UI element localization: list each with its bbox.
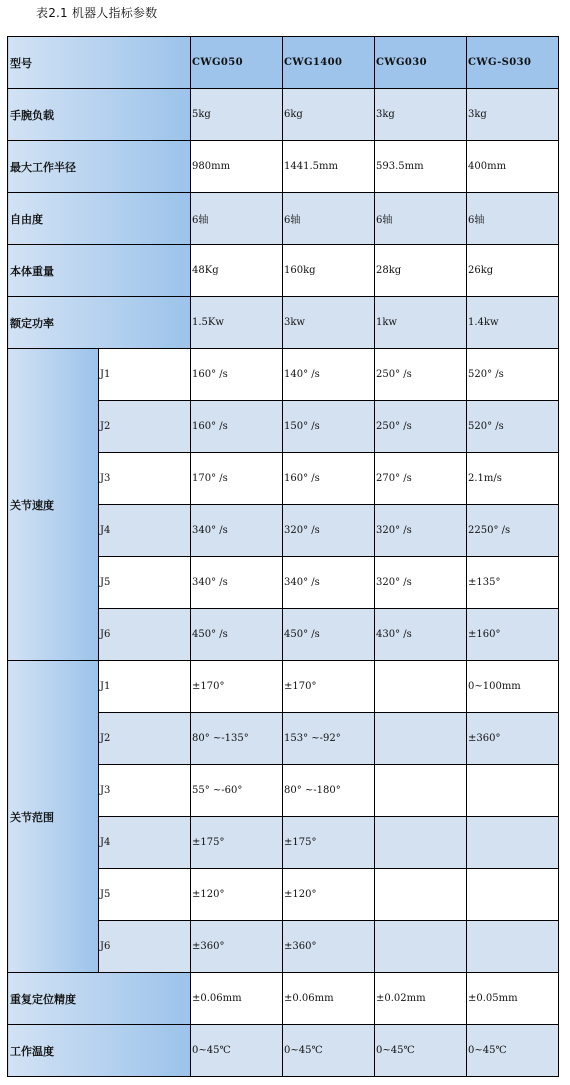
table-cell: 6轴 bbox=[283, 193, 375, 245]
table-cell bbox=[467, 765, 559, 817]
table-row bbox=[8, 1025, 559, 1077]
table-cell: ±120° bbox=[191, 869, 283, 921]
table-cell: 593.5mm bbox=[375, 141, 467, 193]
table-cell: ±175° bbox=[283, 817, 375, 869]
row-label: 手腕负载 bbox=[8, 89, 191, 141]
table-row bbox=[8, 141, 559, 193]
table-cell: ±360° bbox=[191, 921, 283, 973]
table-cell bbox=[375, 713, 467, 765]
table-cell: ±170° bbox=[283, 661, 375, 713]
joint-label: J6 bbox=[99, 921, 191, 973]
table-cell: 520° /s bbox=[467, 401, 559, 453]
table-cell: 340° /s bbox=[191, 505, 283, 557]
column-header: CWG1400 bbox=[283, 37, 375, 89]
table-cell: 3kg bbox=[467, 89, 559, 141]
table-cell: 160° /s bbox=[283, 453, 375, 505]
table-cell: 1.5Kw bbox=[191, 297, 283, 349]
table-cell: 320° /s bbox=[283, 505, 375, 557]
table-cell: 153° ~-92° bbox=[283, 713, 375, 765]
table-cell: 5kg bbox=[191, 89, 283, 141]
table-cell: 320° /s bbox=[375, 557, 467, 609]
table-row bbox=[8, 973, 559, 1025]
table-cell: 170° /s bbox=[191, 453, 283, 505]
row-label-model: 型号 bbox=[8, 37, 191, 89]
table-cell: 400mm bbox=[467, 141, 559, 193]
joint-label: J2 bbox=[99, 401, 191, 453]
table-cell: 80° ~-135° bbox=[191, 713, 283, 765]
table-cell: 270° /s bbox=[375, 453, 467, 505]
joint-label: J1 bbox=[99, 661, 191, 713]
table-row bbox=[8, 193, 559, 245]
row-label: 重复定位精度 bbox=[8, 973, 191, 1025]
table-cell: 160° /s bbox=[191, 349, 283, 401]
table-cell: 0~45℃ bbox=[191, 1025, 283, 1077]
group-label-joint-speed: 关节速度 bbox=[8, 349, 99, 661]
table-cell: 6轴 bbox=[375, 193, 467, 245]
table-cell: ±135° bbox=[467, 557, 559, 609]
table-cell bbox=[467, 869, 559, 921]
joint-label: J4 bbox=[99, 817, 191, 869]
table-cell bbox=[375, 765, 467, 817]
table-row bbox=[8, 661, 559, 713]
joint-label: J4 bbox=[99, 505, 191, 557]
table-row bbox=[8, 349, 559, 401]
table-cell: 250° /s bbox=[375, 349, 467, 401]
table-cell: 0~100mm bbox=[467, 661, 559, 713]
table-cell: 340° /s bbox=[191, 557, 283, 609]
table-cell: 1kw bbox=[375, 297, 467, 349]
joint-label: J3 bbox=[99, 765, 191, 817]
table-header-row bbox=[8, 37, 559, 89]
row-label: 自由度 bbox=[8, 193, 191, 245]
table-cell: 1.4kw bbox=[467, 297, 559, 349]
joint-label: J1 bbox=[99, 349, 191, 401]
table-cell: 80° ~-180° bbox=[283, 765, 375, 817]
table-cell: ±0.06mm bbox=[283, 973, 375, 1025]
joint-label: J5 bbox=[99, 557, 191, 609]
table-cell: 450° /s bbox=[283, 609, 375, 661]
table-cell: ±160° bbox=[467, 609, 559, 661]
table-cell: 150° /s bbox=[283, 401, 375, 453]
table-cell bbox=[375, 817, 467, 869]
table-cell: 430° /s bbox=[375, 609, 467, 661]
table-cell: 1441.5mm bbox=[283, 141, 375, 193]
table-cell: 0~45℃ bbox=[467, 1025, 559, 1077]
table-cell: 48Kg bbox=[191, 245, 283, 297]
table-cell: 0~45℃ bbox=[283, 1025, 375, 1077]
column-header: CWG030 bbox=[375, 37, 467, 89]
joint-label: J5 bbox=[99, 869, 191, 921]
row-label: 工作温度 bbox=[8, 1025, 191, 1077]
table-cell: 0~45℃ bbox=[375, 1025, 467, 1077]
table-cell: 6kg bbox=[283, 89, 375, 141]
row-label: 本体重量 bbox=[8, 245, 191, 297]
row-label: 额定功率 bbox=[8, 297, 191, 349]
table-cell: ±360° bbox=[283, 921, 375, 973]
column-header: CWG-S030 bbox=[467, 37, 559, 89]
table-cell: 3kg bbox=[375, 89, 467, 141]
table-cell bbox=[375, 661, 467, 713]
table-row bbox=[8, 297, 559, 349]
table-cell: 28kg bbox=[375, 245, 467, 297]
table-cell bbox=[375, 869, 467, 921]
table-cell: 6轴 bbox=[467, 193, 559, 245]
table-cell: 160° /s bbox=[191, 401, 283, 453]
table-cell: 2.1m/s bbox=[467, 453, 559, 505]
table-cell: 320° /s bbox=[375, 505, 467, 557]
table-cell: 55° ~-60° bbox=[191, 765, 283, 817]
table-cell: ±360° bbox=[467, 713, 559, 765]
table-cell: 140° /s bbox=[283, 349, 375, 401]
robot-spec-table bbox=[7, 36, 559, 1077]
table-cell: 340° /s bbox=[283, 557, 375, 609]
table-row bbox=[8, 245, 559, 297]
row-label: 最大工作半径 bbox=[8, 141, 191, 193]
table-cell: ±120° bbox=[283, 869, 375, 921]
joint-label: J3 bbox=[99, 453, 191, 505]
table-cell: ±0.02mm bbox=[375, 973, 467, 1025]
table-cell: 26kg bbox=[467, 245, 559, 297]
joint-label: J6 bbox=[99, 609, 191, 661]
joint-label: J2 bbox=[99, 713, 191, 765]
table-cell: 980mm bbox=[191, 141, 283, 193]
table-cell: 450° /s bbox=[191, 609, 283, 661]
table-cell bbox=[375, 921, 467, 973]
table-cell bbox=[467, 921, 559, 973]
table-cell: ±0.06mm bbox=[191, 973, 283, 1025]
table-caption: 表2.1 机器人指标参数 bbox=[36, 6, 158, 20]
table-cell: 160kg bbox=[283, 245, 375, 297]
table-cell bbox=[467, 817, 559, 869]
table-cell: 520° /s bbox=[467, 349, 559, 401]
column-header: CWG050 bbox=[191, 37, 283, 89]
table-cell: ±170° bbox=[191, 661, 283, 713]
table-cell: ±0.05mm bbox=[467, 973, 559, 1025]
table-cell: 250° /s bbox=[375, 401, 467, 453]
group-label-joint-range: 关节范围 bbox=[8, 661, 99, 973]
table-row bbox=[8, 89, 559, 141]
table-cell: ±175° bbox=[191, 817, 283, 869]
table-cell: 3kw bbox=[283, 297, 375, 349]
table-cell: 2250° /s bbox=[467, 505, 559, 557]
table-cell: 6轴 bbox=[191, 193, 283, 245]
